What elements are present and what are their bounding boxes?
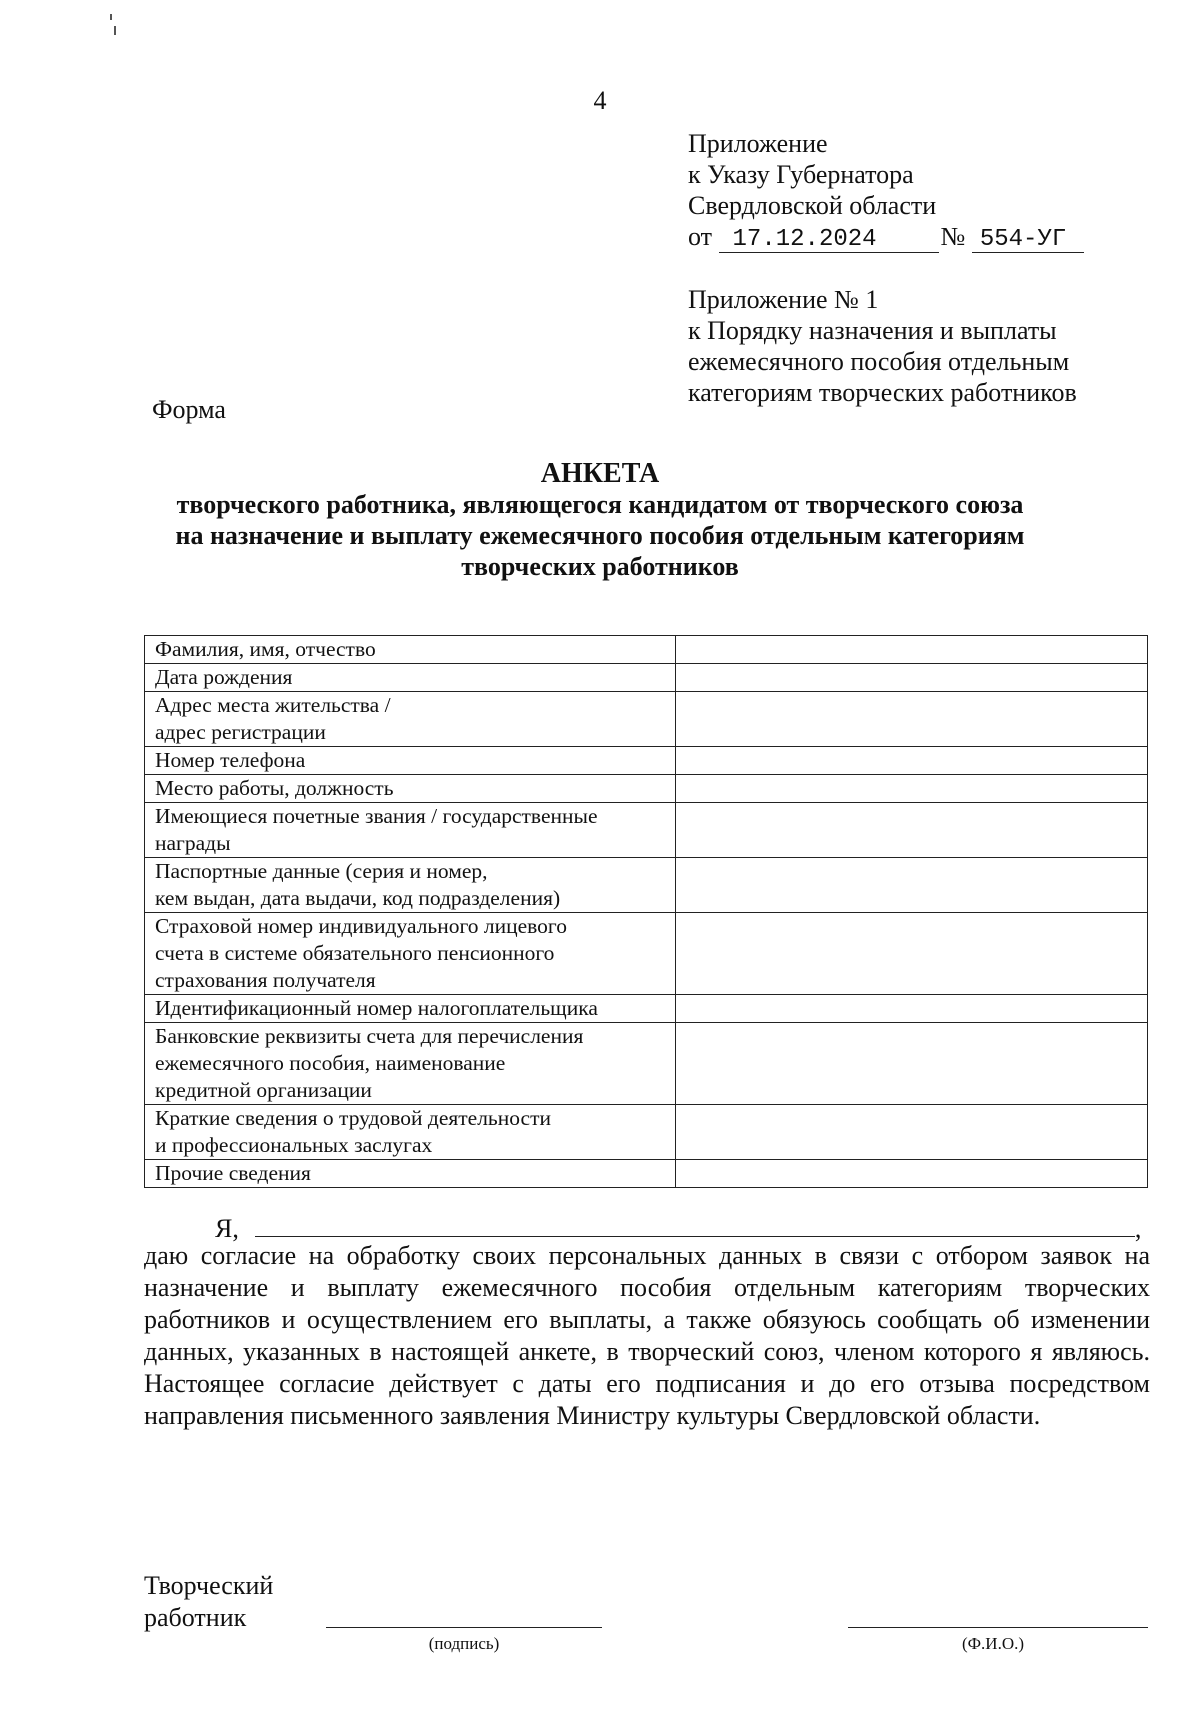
appendix-line: к Указу Губернатора (688, 160, 914, 189)
field-label: Страховой номер индивидуального лицевого счета в системе обязательного пенсионного страхования получателя (145, 913, 676, 995)
questionnaire-table (144, 635, 1148, 1188)
table-row (145, 995, 1148, 1023)
field-value-cell[interactable] (676, 636, 1148, 664)
table-row (145, 1160, 1148, 1188)
signature-caption: (подпись) (428, 1634, 500, 1653)
field-value-cell[interactable] (676, 1105, 1148, 1160)
scan-artifact (114, 26, 116, 35)
field-label: Имеющиеся почетные звания / государственные награды (145, 803, 676, 858)
table-row (145, 692, 1148, 747)
field-value-cell[interactable] (676, 858, 1148, 913)
appendix-line: к Порядку назначения и выплаты (688, 316, 1057, 345)
field-value-cell[interactable] (676, 664, 1148, 692)
decree-date: 17.12.2024 (719, 228, 939, 253)
field-label: Адрес места жительства / адрес регистрации (145, 692, 676, 747)
full-name-line[interactable] (848, 1627, 1148, 1628)
field-value-cell[interactable] (676, 775, 1148, 803)
field-label: Номер телефона (145, 747, 676, 775)
signer-label-line: работник (144, 1603, 247, 1632)
scan-artifact (110, 14, 112, 20)
field-value-cell[interactable] (676, 803, 1148, 858)
signer-label (144, 1570, 273, 1634)
appendix-decree-block (688, 128, 1084, 253)
appendix-title: Приложение (688, 129, 828, 158)
full-name-caption: (Ф.И.О.) (961, 1634, 1025, 1653)
field-value-cell[interactable] (676, 913, 1148, 995)
field-label: Идентификационный номер налогоплательщика (145, 995, 676, 1023)
field-value-cell[interactable] (676, 1160, 1148, 1188)
decree-date-number-row (688, 221, 1084, 253)
table-row (145, 1023, 1148, 1105)
form-label: Форма (152, 395, 226, 424)
name-blank-line[interactable] (255, 1234, 1135, 1237)
field-label: Фамилия, имя, отчество (145, 636, 676, 664)
field-label: Банковские реквизиты счета для перечисления ежемесячного пособия, наименование кредитной организации (145, 1023, 676, 1105)
document-heading (0, 458, 1200, 582)
field-label: Прочие сведения (145, 1160, 676, 1188)
field-label: Паспортные данные (серия и номер, кем выдан, дата выдачи, код подразделения) (145, 858, 676, 913)
appendix-line: ежемесячного пособия отдельным (688, 347, 1070, 376)
date-prefix: от (688, 222, 713, 251)
table-row (145, 803, 1148, 858)
field-label: Место работы, должность (145, 775, 676, 803)
consent-prefix: Я, (215, 1214, 239, 1243)
field-value-cell[interactable] (676, 747, 1148, 775)
consent-paragraph: даю согласие на обработку своих персональных данных в связи с отбором заявок на назначение и выплату ежемесячного пособия отдельным категориям творческих работников и осуществлением его выплаты, а также обязуюсь сообщать об изменении данных, указанных в настоящей анкете, в творческий союз, членом которого я являюсь. Настоящее согласие действует с даты его подписания и до его отзыва посредством направления письменного заявления Министру культуры Свердловской области. (144, 1241, 1150, 1430)
table-row (145, 913, 1148, 995)
heading-line: творческого работника, являющегося кандидатом от творческого союза (176, 490, 1024, 519)
number-sign: № (940, 222, 966, 251)
field-label: Краткие сведения о трудовой деятельности и профессиональных заслугах (145, 1105, 676, 1160)
field-value-cell[interactable] (676, 692, 1148, 747)
appendix-line: категориям творческих работников (688, 378, 1077, 407)
appendix-order-block (688, 284, 1077, 408)
table-row (145, 664, 1148, 692)
field-value-cell[interactable] (676, 1023, 1148, 1105)
table-row (145, 775, 1148, 803)
heading-line: на назначение и выплату ежемесячного пособия отдельным категориям (175, 521, 1025, 550)
decree-number: 554-УГ (972, 228, 1084, 253)
field-label: Дата рождения (145, 664, 676, 692)
signer-label-line: Творческий (144, 1571, 274, 1600)
table-row (145, 747, 1148, 775)
consent-suffix: , (1134, 1214, 1142, 1243)
table-row (145, 1105, 1148, 1160)
table-row (145, 636, 1148, 664)
page-number: 4 (593, 86, 607, 115)
table-row (145, 858, 1148, 913)
appendix-title: Приложение № 1 (688, 285, 879, 314)
heading-line: творческих работников (461, 552, 739, 581)
signature-line[interactable] (326, 1627, 602, 1628)
field-value-cell[interactable] (676, 995, 1148, 1023)
heading-title: АНКЕТА (540, 458, 660, 489)
appendix-line: Свердловской области (688, 191, 937, 220)
